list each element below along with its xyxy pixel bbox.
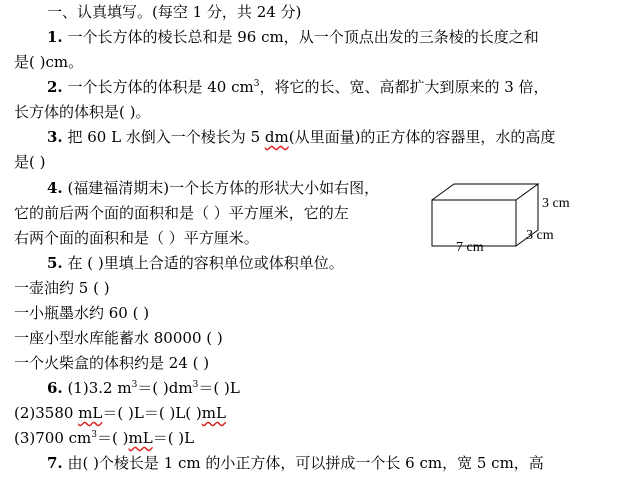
question-2-line-2: 长方体的体积是( )。 <box>14 103 151 121</box>
question-6-part-2: (2)3580 mL＝( )L＝( )L( )mL <box>14 404 226 422</box>
cuboid-top-face <box>432 184 538 200</box>
question-3-line-2: 是( ) <box>14 153 46 171</box>
question-4-line-1: 4. (福建福清期末)一个长方体的形状大小如右图， <box>47 179 380 197</box>
question-5-item: 一座小型水库能蓄水 80000 ( ) <box>14 329 223 347</box>
cuboid-figure <box>426 180 576 260</box>
question-number: 4. <box>47 179 63 197</box>
question-number: 5. <box>47 254 63 272</box>
unit-ml: mL <box>78 404 103 422</box>
question-5-item: 一小瓶墨水约 60 ( ) <box>14 304 150 322</box>
width-label: 3 cm <box>526 228 554 243</box>
section-title: 一、认真填写。(每空 1 分，共 24 分) <box>47 3 302 21</box>
question-1-line-1: 1. 一个长方体的棱长总和是 96 cm，从一个顶点出发的三条棱的长度之和 <box>47 28 539 46</box>
height-label: 3 cm <box>542 196 570 211</box>
cuboid-drawing <box>426 180 576 260</box>
question-4-line-2: 它的前后两个面的面积和是（ ）平方厘米，它的左 <box>14 204 349 222</box>
question-number: 6. <box>47 379 63 397</box>
question-number: 3. <box>47 128 63 146</box>
length-label: 7 cm <box>456 240 484 255</box>
question-2-line-1: 2. 一个长方体的体积是 40 $cm^3$，将它的长、宽、高都扩大到原来的 3 倍， <box>47 78 549 96</box>
unit-dm: dm <box>264 128 289 146</box>
question-number: 7. <box>47 454 63 472</box>
question-1-line-2: 是( )cm。 <box>14 53 84 71</box>
question-7-line-1: 7. 由( )个棱长是 1 cm 的小正方体，可以拼成一个长 6 cm，宽 5 cm，高 <box>47 454 544 472</box>
question-5-intro: 5. 在 ( )里填上合适的容积单位或体积单位。 <box>47 254 344 272</box>
unit-ml: mL <box>201 404 226 422</box>
question-number: 2. <box>47 78 63 96</box>
question-number: 1. <box>47 28 63 46</box>
question-3-line-1: 3. 把 60 L 水倒入一个棱长为 5 dm(从里面量)的正方体的容器里，水的高度 <box>47 128 556 146</box>
question-6-part-3: (3)700 $cm^3=$( )mL＝( )L <box>14 429 195 447</box>
question-5-item: 一壶油约 5 ( ) <box>14 279 110 297</box>
unit-ml: mL <box>128 429 153 447</box>
question-4-line-3: 右两个面的面积和是（ ）平方厘米。 <box>14 229 259 247</box>
question-5-item: 一个火柴盒的体积约是 24 ( ) <box>14 354 210 372</box>
question-6-part-1: 6. (1)3.2 $m^3=$( )$dm^3=$( )L <box>47 379 240 397</box>
